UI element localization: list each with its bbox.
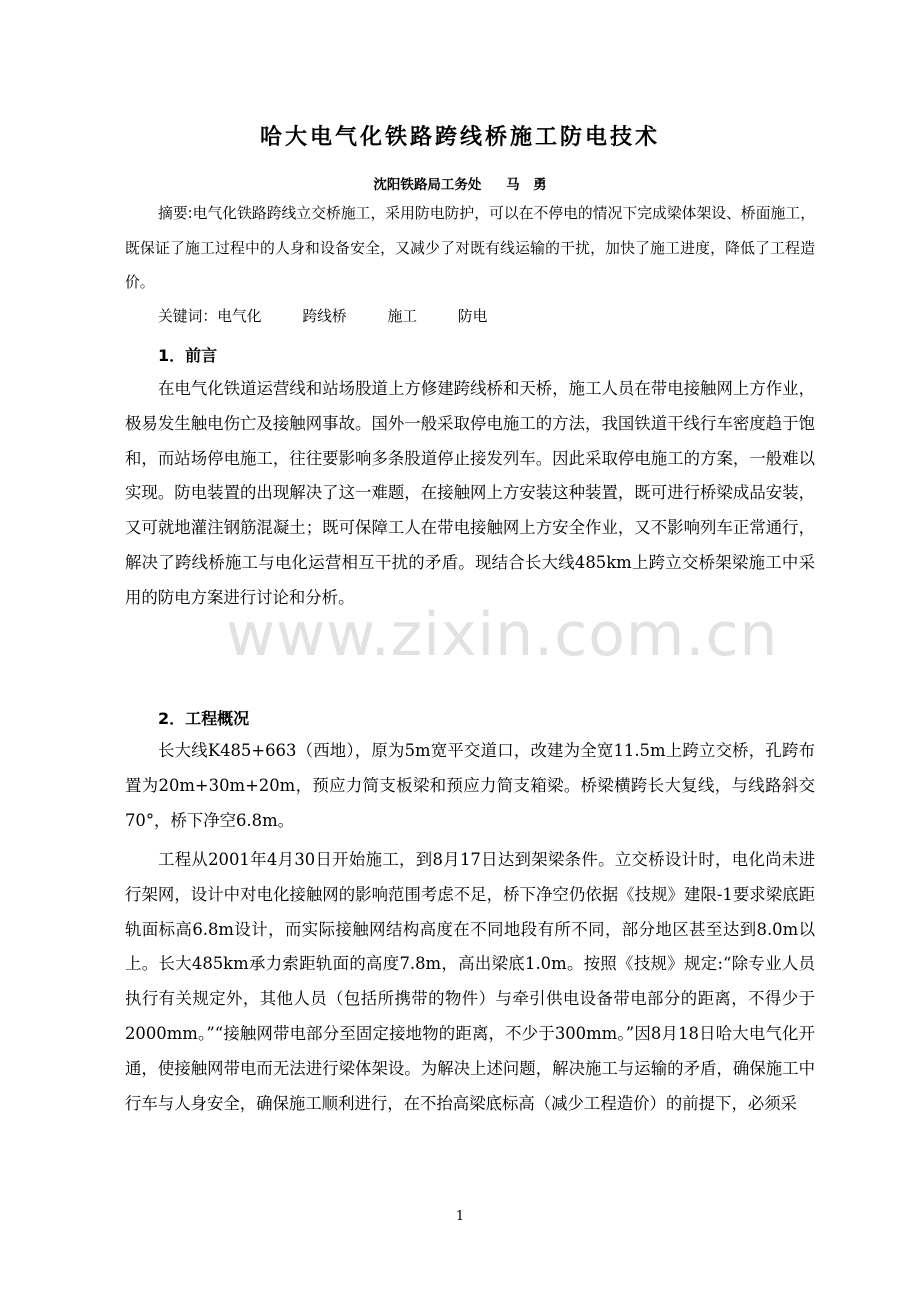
- section-overview-paragraph-1: 长大线K485+663（西地），原为5m宽平交道口，改建为全宽11.5m上跨立交桥，孔跨布置为20m+30m+20m，预应力简支板梁和预应力简支箱梁。桥梁横跨长大复线，与线路斜交70°，桥下净空6.8m。: [125, 741, 815, 830]
- abstract: 摘要:电气化铁路跨线立交桥施工，采用防电防护，可以在不停电的情况下完成梁体架设、桥面施工，既保证了施工过程中的人身和设备安全，又减少了对既有线运输的干扰，加快了施工进度，降低了工程造价。: [125, 205, 815, 291]
- section-heading-intro: 1．前言: [158, 346, 218, 365]
- author-name: 马 勇: [506, 177, 547, 193]
- keyword-item: 跨线桥: [302, 308, 347, 325]
- section-intro-paragraph: 在电气化铁道运营线和站场股道上方修建跨线桥和天桥，施工人员在带电接触网上方作业，极易发生触电伤亡及接触网事故。国外一般采取停电施工的方法，我国铁道干线行车密度趋于饱和，而站场停电施工，往往要影响多条股道停止接发列车。因此采取停电施工的方案，一般难以实现。防电装置的出现解决了这一难题，在接触网上方安装这种装置，既可进行桥梁成品安装，又可就地灌注钢筋混凝土；既可保障工人在带电接触网上方安全作业，又不影响列车正常通行，解决了跨线桥施工与电化运营相互干扰的矛盾。现结合长大线485km上跨立交桥架梁施工中采用的防电方案进行讨论和分析。: [125, 379, 815, 607]
- keyword-item: 施工: [387, 308, 418, 325]
- page-number: 1: [455, 1209, 465, 1224]
- section-heading-overview: 2．工程概况: [158, 709, 250, 728]
- author-line: [0, 173, 920, 193]
- document-title: 哈大电气化铁路跨线桥施工防电技术: [259, 125, 660, 150]
- author-affiliation: 沈阳铁路局工务处: [373, 177, 482, 193]
- keyword-item: 防电: [457, 308, 488, 325]
- watermark: www.zixin.com.cn: [226, 600, 779, 670]
- keywords-label: 关键词：电气化: [158, 308, 262, 325]
- section-overview-paragraph-2: 工程从2001年4月30日开始施工，到8月17日达到架梁条件。立交桥设计时，电化尚未进行架网，设计中对电化接触网的影响范围考虑不足，桥下净空仍依据《技规》建限-1要求梁底距轨面标高6.8m设计，而实际接触网结构高度在不同地段有所不同，部分地区甚至达到8.0m以上。长大485km承力索距轨面的高度7.8m，高出梁底1.0m。按照《技规》规定:“除专业人员执行有关规定外，其他人员（包括所携带的物件）与牵引供电设备带电部分的距离，不得少于2000mm。”“接触网带电部分至固定接地物的距离，不少于300mm。”因8月18日哈大电气化开通，使接触网带电而无法进行梁体架设。为解决上述问题，解决施工与运输的矛盾，确保施工中行车与人身安全，确保施工顺利进行，在不抬高梁底标高（减少工程造价）的前提下，必须采: [125, 850, 815, 1113]
- keywords: [158, 305, 523, 326]
